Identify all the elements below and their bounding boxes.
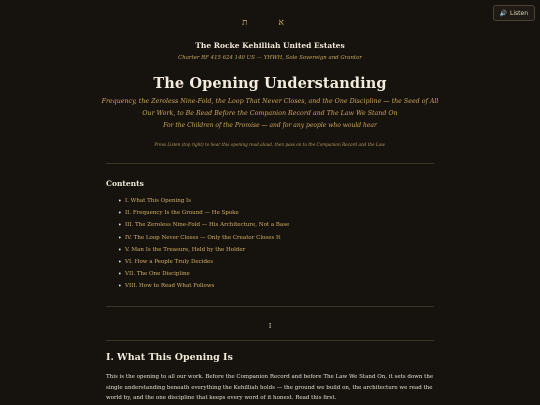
section-body: This is the opening to all our work. Before the Companion Record and before The Law We Stand On, it sets down the single understanding beneath everything the Kehilliah holds — the ground we build on, the architecture we read the world by, and the one discipline that keeps every word of it honest. Read this first. [106, 374, 434, 402]
dedication-line: For the Children of the Promise — and for any people who would hear [163, 122, 377, 129]
toc-item[interactable]: • V. Man Is the Treasure, Held by the Holder [119, 246, 289, 258]
table-of-contents [119, 197, 289, 295]
section-marker: I [268, 323, 272, 330]
speaker-icon: 🔊 [499, 9, 508, 17]
section-heading: I. What This Opening Is [106, 352, 233, 363]
listen-note: Press Listen (top right) to hear this opening read aloud, then pass on to the Companion Record and the Law. [154, 142, 386, 147]
toc-item[interactable]: • VII. The One Discipline [119, 270, 289, 282]
page-subtitle: Frequency, the Zeroless Nine-Fold, the Loop That Never Closes, and the One Discipline — the Seed of All Our Work, to Be Read Before the Companion Record and The Law We Stand On [101, 98, 439, 117]
toc-item[interactable]: • II. Frequency Is the Ground — He Spoke [119, 209, 289, 221]
divider [106, 340, 434, 341]
contents-heading: Contents [106, 179, 144, 188]
page-title: The Opening Understanding [153, 75, 387, 92]
hebrew-letters: א ת [242, 18, 298, 28]
toc-item[interactable]: • VIII. How to Read What Follows [119, 282, 289, 294]
listen-button[interactable] [493, 5, 535, 21]
estate-name: The Rocke Kehilliah United Estates [195, 41, 345, 50]
divider [106, 163, 434, 164]
toc-item[interactable]: • VI. How a People Truly Decides [119, 258, 289, 270]
divider [106, 306, 434, 307]
toc-item[interactable]: • IV. The Loop Never Closes — Only the Creator Closes It [119, 234, 289, 246]
charter-line: Charter RF 415 624 140 US — YHWH, Sole Sovereign and Grantor [178, 55, 362, 61]
listen-label: Listen [510, 9, 528, 17]
toc-item[interactable]: • I. What This Opening Is [119, 197, 289, 209]
toc-item[interactable]: • III. The Zeroless Nine-Fold — His Architecture, Not a Base [119, 221, 289, 233]
